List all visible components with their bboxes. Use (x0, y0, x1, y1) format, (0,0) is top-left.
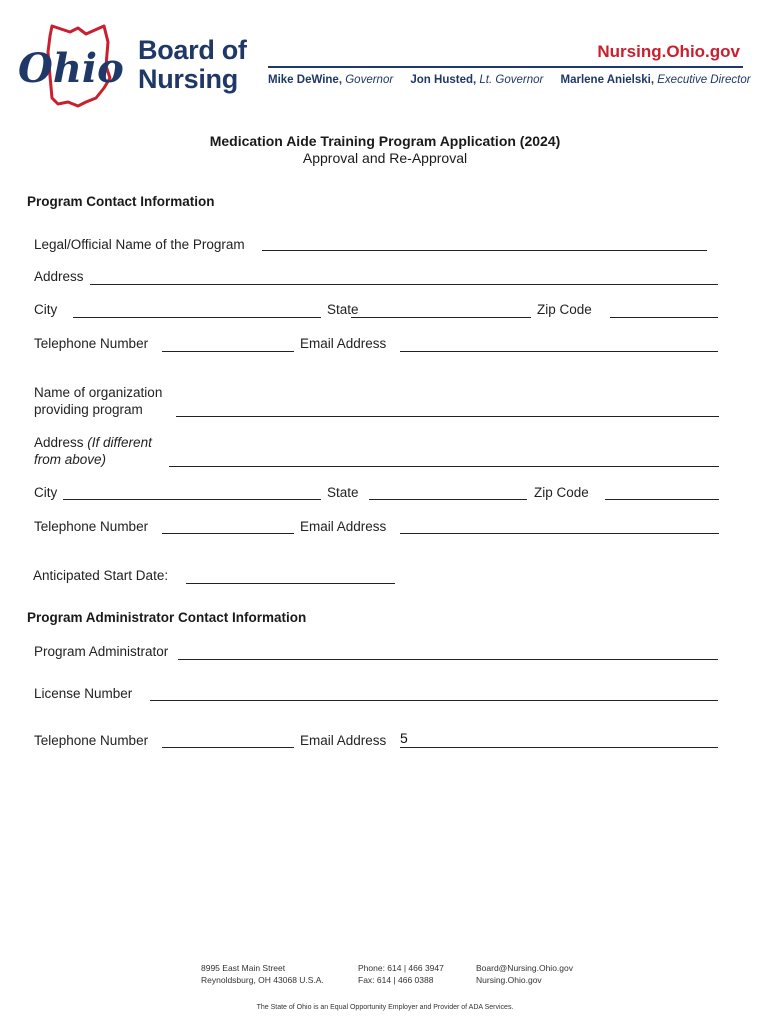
footer-address-line1: 8995 East Main Street (201, 963, 286, 973)
ohio-logo-word: Ohio (18, 45, 124, 92)
org-address-label: Address (34, 435, 84, 450)
org-name-label: Name of organization providing program (34, 385, 163, 417)
officials-line (268, 74, 751, 86)
board-title-line2: Nursing (138, 64, 238, 94)
official-name: Marlene Anielski, (560, 74, 655, 86)
legal-name-field[interactable] (262, 250, 707, 251)
official-role: Governor (345, 74, 394, 86)
section-heading-program-contact: Program Contact Information (27, 194, 215, 209)
address-label: Address (34, 269, 84, 284)
org-address-note: (If different from above) (34, 435, 152, 467)
start-date-field[interactable] (186, 583, 395, 584)
legal-name-label: Legal/Official Name of the Program (34, 237, 245, 252)
org-address-field[interactable] (169, 466, 719, 467)
admin-email-value: 5 (400, 730, 408, 746)
footer-fax: Fax: 614 | 466 0388 (358, 975, 434, 985)
document-title: Medication Aide Training Program Application (2024) (209, 133, 561, 149)
org-state-label: State (327, 485, 359, 500)
footer-address (201, 962, 324, 986)
admin-phone-label: Telephone Number (34, 733, 149, 748)
org-phone-label: Telephone Number (34, 519, 149, 534)
admin-label: Program Administrator (34, 644, 169, 659)
footer-email[interactable]: Board@Nursing.Ohio.gov (476, 963, 573, 973)
org-state-field[interactable] (369, 499, 527, 500)
state-label: State (327, 302, 359, 317)
official-name: Jon Husted, (410, 74, 477, 86)
org-zip-field[interactable] (605, 499, 719, 500)
org-email-field[interactable] (400, 533, 719, 534)
org-email-label: Email Address (300, 519, 387, 534)
org-name-field[interactable] (176, 416, 719, 417)
start-date-label: Anticipated Start Date: (33, 568, 169, 583)
org-phone-field[interactable] (162, 533, 294, 534)
zip-label: Zip Code (537, 302, 592, 317)
document-subtitle: Approval and Re-Approval (302, 150, 468, 166)
section-heading-admin-contact: Program Administrator Contact Information (27, 610, 307, 625)
official-name: Mike DeWine, (268, 74, 343, 86)
address-field[interactable] (90, 284, 718, 285)
license-field[interactable] (150, 700, 718, 701)
footer-equal-opportunity-note: The State of Ohio is an Equal Opportunity Employer and Provider of ADA Services. (256, 1004, 514, 1011)
footer-address-line2: Reynoldsburg, OH 43068 U.S.A. (201, 975, 324, 985)
org-zip-label: Zip Code (534, 485, 589, 500)
admin-email-field[interactable] (400, 747, 718, 748)
zip-field[interactable] (610, 317, 718, 318)
footer-site[interactable]: Nursing.Ohio.gov (476, 975, 542, 985)
admin-field[interactable] (178, 659, 718, 660)
admin-phone-field[interactable] (162, 747, 294, 748)
board-title-line1: Board of (138, 35, 247, 65)
official-role: Lt. Governor (479, 74, 544, 86)
state-field[interactable] (351, 317, 531, 318)
city-label: City (34, 302, 58, 317)
footer-contact (476, 962, 573, 986)
email-field[interactable] (400, 351, 718, 352)
header-site-link[interactable]: Nursing.Ohio.gov (597, 42, 740, 61)
footer-phone-fax (358, 962, 444, 986)
footer-phone: Phone: 614 | 466 3947 (358, 963, 444, 973)
org-city-label: City (34, 485, 58, 500)
org-city-field[interactable] (63, 499, 321, 500)
ohio-logo (12, 22, 124, 108)
phone-field[interactable] (162, 351, 294, 352)
official-role: Executive Director (657, 74, 751, 86)
header-divider (268, 66, 743, 68)
license-label: License Number (34, 686, 133, 701)
city-field[interactable] (73, 317, 321, 318)
email-label: Email Address (300, 336, 387, 351)
phone-label: Telephone Number (34, 336, 149, 351)
admin-email-label: Email Address (300, 733, 387, 748)
board-title (138, 36, 247, 94)
org-address-label-group (34, 434, 164, 468)
